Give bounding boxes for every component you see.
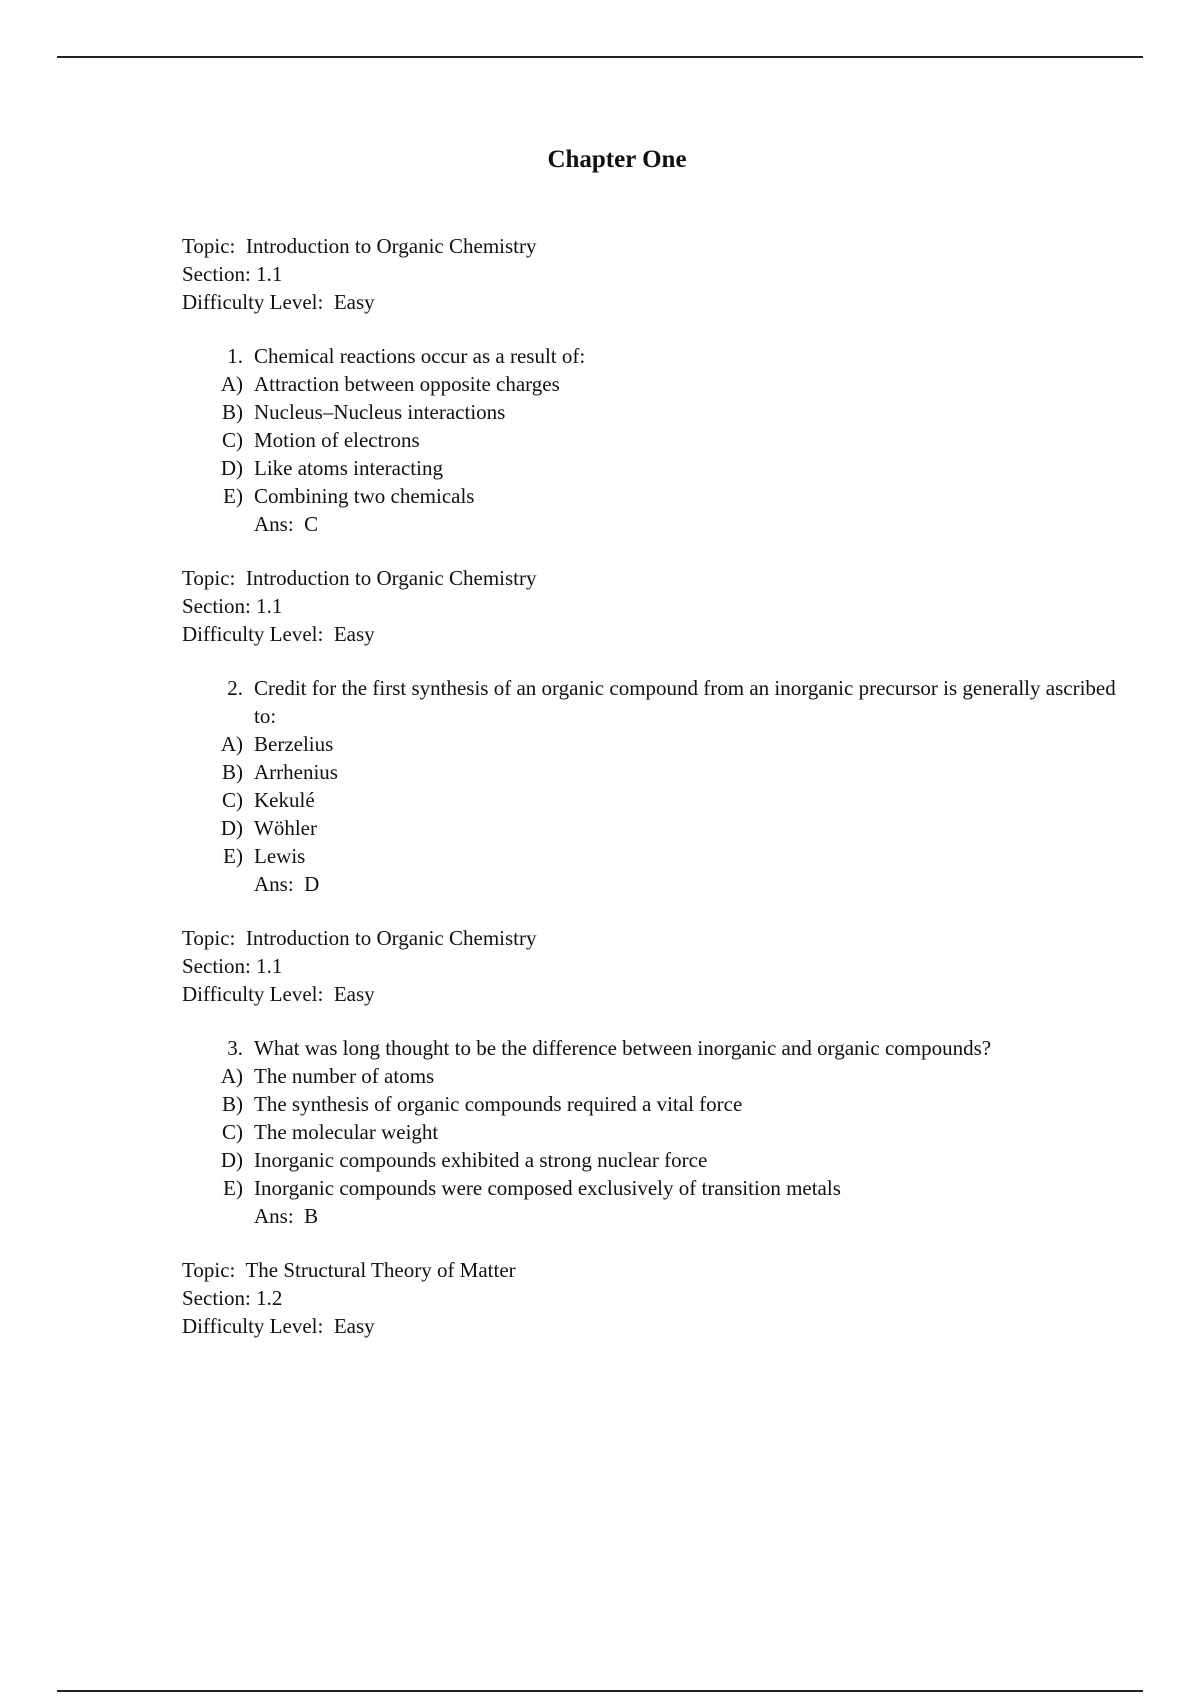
option-letter: D) bbox=[220, 816, 243, 840]
option-letter: C) bbox=[222, 1120, 243, 1144]
question-number: 3. bbox=[227, 1036, 243, 1060]
answer-option bbox=[182, 482, 1122, 510]
answer-option bbox=[182, 1146, 1122, 1174]
top-rule bbox=[57, 56, 1143, 58]
option-letter: B) bbox=[222, 760, 243, 784]
answer-option bbox=[182, 1174, 1122, 1202]
question-number: 2. bbox=[227, 676, 243, 700]
question-block bbox=[182, 1034, 1122, 1230]
answer-option bbox=[182, 1118, 1122, 1146]
option-letter: C) bbox=[222, 428, 243, 452]
next-question-meta bbox=[182, 1256, 1122, 1340]
question-stem bbox=[182, 342, 1122, 370]
difficulty-line: Difficulty Level: Easy bbox=[182, 1314, 375, 1338]
page-title: Chapter One bbox=[547, 146, 687, 173]
topic-line: Topic: The Structural Theory of Matter bbox=[182, 1258, 516, 1282]
answer-option bbox=[182, 1062, 1122, 1090]
question-block bbox=[182, 674, 1122, 898]
difficulty-line: Difficulty Level: Easy bbox=[182, 982, 375, 1006]
option-text: The synthesis of organic compounds required a vital force bbox=[254, 1092, 743, 1116]
option-text: Kekulé bbox=[254, 788, 315, 812]
option-text: Nucleus–Nucleus interactions bbox=[254, 400, 506, 424]
topic-line: Topic: Introduction to Organic Chemistry bbox=[182, 566, 537, 590]
difficulty-line: Difficulty Level: Easy bbox=[182, 622, 375, 646]
topic-line: Topic: Introduction to Organic Chemistry bbox=[182, 926, 537, 950]
option-letter: A) bbox=[220, 732, 243, 756]
section-line: Section: 1.2 bbox=[182, 1286, 283, 1310]
option-text: Attraction between opposite charges bbox=[254, 372, 560, 396]
option-letter: C) bbox=[222, 788, 243, 812]
option-letter: E) bbox=[223, 844, 243, 868]
answer-option bbox=[182, 758, 1122, 786]
option-text: Arrhenius bbox=[254, 760, 338, 784]
answer-key: Ans: C bbox=[254, 512, 319, 536]
section-line: Section: 1.1 bbox=[182, 954, 283, 978]
question-stem bbox=[182, 1034, 1122, 1062]
option-letter: B) bbox=[222, 400, 243, 424]
option-text: Like atoms interacting bbox=[254, 456, 443, 480]
answer-option bbox=[182, 370, 1122, 398]
question-number: 1. bbox=[227, 344, 243, 368]
section-line: Section: 1.1 bbox=[182, 262, 283, 286]
option-text: The number of atoms bbox=[254, 1064, 435, 1088]
answer-key: Ans: B bbox=[254, 1204, 319, 1228]
option-letter: A) bbox=[220, 1064, 243, 1088]
option-text: Wöhler bbox=[254, 816, 317, 840]
answer-key: Ans: D bbox=[254, 872, 320, 896]
question-content bbox=[182, 232, 1122, 1340]
option-letter: D) bbox=[220, 456, 243, 480]
answer-option bbox=[182, 1090, 1122, 1118]
bottom-rule bbox=[57, 1690, 1143, 1692]
question-stem bbox=[182, 674, 1122, 730]
question-item bbox=[182, 564, 1122, 898]
question-text: What was long thought to be the difference between inorganic and organic compounds? bbox=[254, 1036, 992, 1060]
topic-line: Topic: Introduction to Organic Chemistry bbox=[182, 234, 537, 258]
option-text: Motion of electrons bbox=[254, 428, 420, 452]
answer-option bbox=[182, 814, 1122, 842]
difficulty-line: Difficulty Level: Easy bbox=[182, 290, 375, 314]
answer-option bbox=[182, 786, 1122, 814]
question-text: Chemical reactions occur as a result of: bbox=[254, 344, 586, 368]
answer-option bbox=[182, 426, 1122, 454]
option-text: The molecular weight bbox=[254, 1120, 439, 1144]
option-text: Inorganic compounds exhibited a strong nuclear force bbox=[254, 1148, 708, 1172]
option-letter: A) bbox=[220, 372, 243, 396]
option-text: Berzelius bbox=[254, 732, 334, 756]
option-letter: D) bbox=[220, 1148, 243, 1172]
answer-option bbox=[182, 842, 1122, 870]
option-letter: E) bbox=[223, 1176, 243, 1200]
answer-option bbox=[182, 730, 1122, 758]
answer-option bbox=[182, 398, 1122, 426]
question-text: Credit for the first synthesis of an organic compound from an inorganic precursor is generally ascribed to: bbox=[254, 676, 1116, 728]
option-text: Inorganic compounds were composed exclusively of transition metals bbox=[254, 1176, 841, 1200]
question-item bbox=[182, 232, 1122, 538]
option-letter: B) bbox=[222, 1092, 243, 1116]
question-block bbox=[182, 342, 1122, 538]
answer-option bbox=[182, 454, 1122, 482]
question-item bbox=[182, 924, 1122, 1230]
option-text: Lewis bbox=[254, 844, 306, 868]
option-text: Combining two chemicals bbox=[254, 484, 475, 508]
option-letter: E) bbox=[223, 484, 243, 508]
section-line: Section: 1.1 bbox=[182, 594, 283, 618]
